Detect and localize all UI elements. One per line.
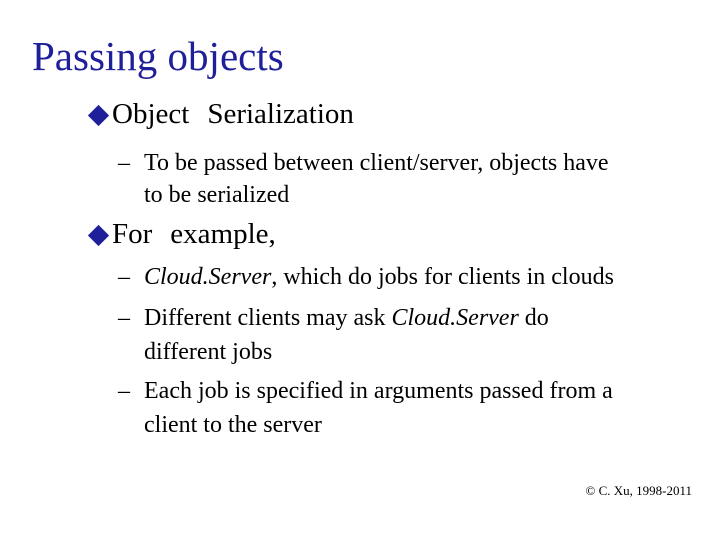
bullet-label-word-2: example, [170,218,276,250]
sub-bullet-line-1: To be passed between client/server, objects have [144,150,609,176]
bullet-label-word-1: For [112,218,153,250]
sub-bullet-rest: , which do jobs for clients in clouds [271,264,614,290]
dash-marker: – [118,150,130,176]
dash-marker: – [118,305,130,331]
sub-bullet-line-2: different jobs [144,339,273,365]
sub-bullet-line-1: Each job is specified in arguments passed from a [144,378,613,404]
bullet-label-word-1: Object [112,98,190,130]
italic-term: Cloud.Server [391,305,519,331]
sub-bullet-pre: Different clients may ask [144,305,392,331]
diamond-bullet-icon [88,105,109,126]
bullet-object-serialization [112,100,354,129]
bullet-label-word-2: Serialization [207,98,354,130]
sub-bullet-line-1 [144,301,549,335]
copyright-footer: © C. Xu, 1998-2011 [585,483,692,498]
diamond-bullet-icon [88,225,109,246]
sub-bullet-line-2: to be serialized [144,182,290,208]
sub-bullet-line-2: client to the server [144,412,322,438]
dash-marker: – [118,378,130,404]
dash-marker: – [118,264,130,290]
italic-term: Cloud.Server [144,264,272,290]
bullet-for-example [112,220,276,249]
slide-title: Passing objects [32,33,284,79]
sub-bullet-line-1 [144,260,614,294]
sub-bullet-post: do [518,305,549,331]
